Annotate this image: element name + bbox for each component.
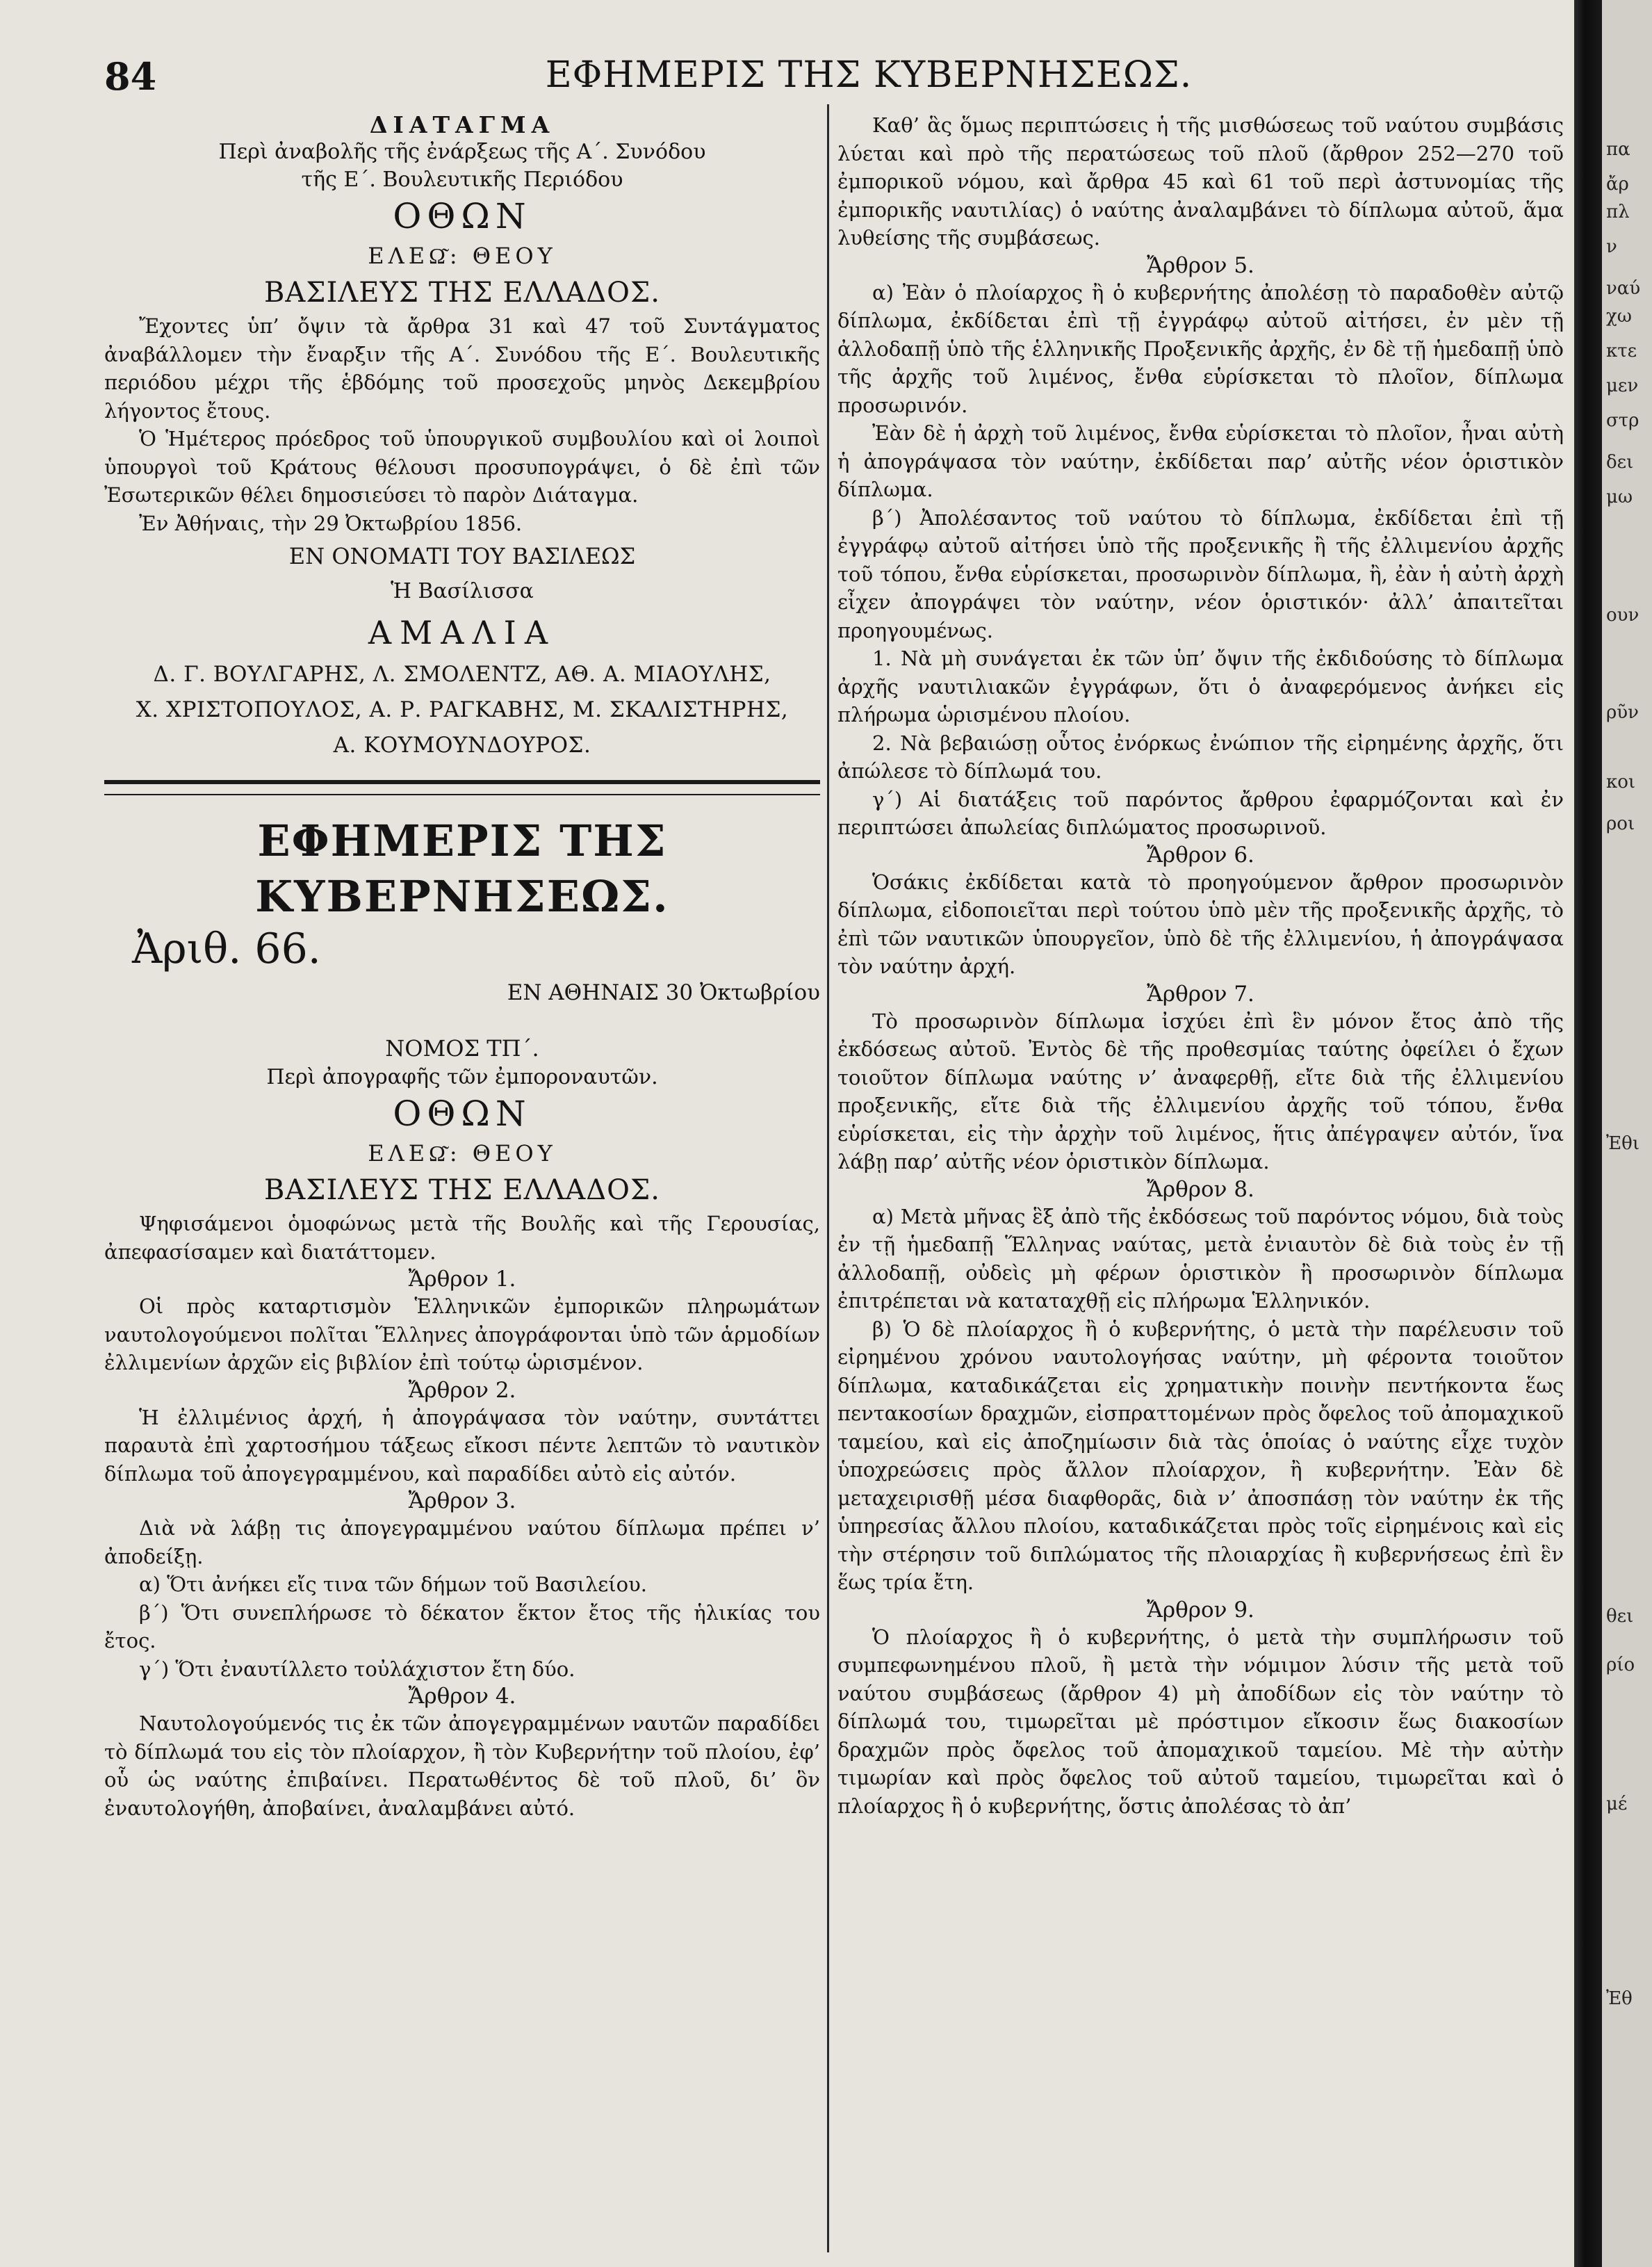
article-paragraph: α) Μετὰ μῆνας ἓξ ἀπὸ τῆς ἐκδόσεως τοῦ παρόντος νόμου, διὰ τοὺς ἐν τῇ ἡμεδαπῇ Ἕλληνας ναύτας, μετὰ ἐνιαυτὸν δὲ διὰ τοὺς ἐν τῇ ἀλλοδαπῇ, οὐδεὶς μὴ φέρων ὁριστικὸν ἢ προσωρινὸν δίπλωμα ἐπιτρέπεται νὰ καταταχθῇ εἰς πλήρωμα Ἑλληνικόν. (837, 1204, 1564, 1313)
article-title: Ἄρθρον 8. (1147, 1176, 1254, 1202)
article-title: Ἄρθρον 9. (1147, 1597, 1254, 1623)
adjacent-page-fragment: Ἐθι (1606, 1133, 1640, 1154)
queen-name: ΑΜΑΛΙΑ (368, 614, 557, 651)
adjacent-page-edge (1602, 0, 1652, 2267)
masthead-title: ΕΦΗΜΕΡΙΣ ΤΗΣ ΚΥΒΕΡΝΗΣΕΩΣ. (255, 815, 669, 922)
signatories-line-1: Δ. Γ. ΒΟΥΛΓΑΡΗΣ, Λ. ΣΜΟΛΕΝΤΖ, ΑΘ. Α. ΜΙΑΟΥΛΗΣ, (153, 662, 771, 687)
in-the-name-of-the-king: ΕΝ ΟΝΟΜΑΤΙ ΤΟΥ ΒΑΣΙΛΕΩΣ (288, 543, 636, 569)
article-paragraph: γ΄) Ὅτι ἐναυτίλλετο τοὐλάχιστον ἔτη δύο. (139, 1657, 575, 1681)
article-paragraph: α) Ἐὰν ὁ πλοίαρχος ἢ ὁ κυβερνήτης ἀπολέσῃ τὸ παραδοθὲν αὐτῷ δίπλωμα, ἐκδίδεται ἐπὶ τῇ ἐγγράφῳ αὐτοῦ αἰτήσει, ἐν μὲν τῇ ἀλλοδαπῇ ὑπὸ τῆς ἑλληνικῆς Προξενικῆς ἀρχῆς, ἐν δὲ τῇ ἡμεδαπῇ ὑπὸ τῆς ἀρχῆς τοῦ λιμένος, ἔνθα εὑρίσκεται τὸ πλοῖον, δίπλωμα προσωρινόν. (837, 280, 1564, 417)
article-title: Ἄρθρον 6. (1147, 842, 1254, 868)
king-title: ΒΑΣΙΛΕΥΣ ΤΗΣ ΕΛΛΑΔΟΣ. (264, 1174, 660, 1206)
article-paragraph: Ἐὰν δὲ ἡ ἀρχὴ τοῦ λιμένος, ἔνθα εὑρίσκεται τὸ πλοῖον, ἦναι αὐτὴ ἡ ἀπογράψασα τὸν ναύτην, ἐκδίδεται παρ’ αὐτῆς νέον ὁριστικὸν δίπλωμα. (837, 421, 1564, 501)
adjacent-page-fragment: μεν (1606, 375, 1639, 396)
article-paragraph: α) Ὅτι ἀνήκει εἴς τινα τῶν δήμων τοῦ Βασιλείου. (139, 1573, 647, 1596)
article-title: Ἄρθρον 7. (1147, 981, 1254, 1007)
law-heading: ΝΟΜΟΣ ΤΠ΄. (385, 1035, 539, 1062)
adjacent-page-fragment: κοι (1606, 772, 1636, 793)
article-paragraph: 1. Νὰ μὴ συνάγεται ἐκ τῶν ὑπ’ ὄψιν τῆς ἐκδιδούσης τὸ δίπλωμα ἀρχῆς ναυτιλιακῶν ἐγγράφων, ὅτι ὁ ἀναφερόμενος ἀνήκει εἰς πλήρωμα ὡρισμένου πλοίου. (837, 647, 1564, 726)
article-paragraph: β) Ὁ δὲ πλοίαρχος ἢ ὁ κυβερνήτης, ὁ μετὰ τὴν παρέλευσιν τοῦ εἰρημένου χρόνου ναυτολογήσας ναύτην, μὴ φέροντα τοιοῦτον δίπλωμα, καταδικάζεται εἰς χρηματικὴν ποινὴν πεντήκοντα ἕως πεντακοσίων δραχμῶν, εἰσπραττομένων πρὸς ὄφελος τοῦ ἀπομαχικοῦ ταμείου, καὶ εἰς ἀποζημίωσιν διὰ τὰς ὁποίας ὁ ναύτης εἶχε τυχὸν ὑποχρεώσεις πρὸς ἄλλον πλοίαρχον, ἢ κυβερνήτην. Ἐὰν δὲ μεταχειρισθῇ μέσα διαφθορᾶς, διὰ ν’ ἀποσπάσῃ τὸν ναύτην ἐκ τῆς ὑπηρεσίας ἄλλου πλοίου, καταδικάζεται πρὸς τοῖς εἰρημένοις καὶ εἰς τὴν στέρησιν τοῦ διπλώματος τῆς πλοιαρχίας ἢ κυβερνήσεως ἐπὶ ἓν ἕως τρία ἔτη. (837, 1317, 1564, 1594)
king-name: ΟΘΩΝ (393, 196, 532, 236)
article-title: Ἄρθρον 1. (408, 1267, 516, 1292)
decree-date: Ἐν Ἀθήναις, τὴν 29 Ὀκτωβρίου 1856. (139, 511, 523, 535)
page-number: 84 (104, 54, 157, 99)
adjacent-page-fragment: ρίο (1606, 1655, 1635, 1675)
queen-label: Ἡ Βασίλισσα (391, 579, 534, 603)
adjacent-page-fragment: Ἐθ (1606, 1988, 1633, 2009)
adjacent-page-fragment: πλ (1606, 202, 1630, 222)
grace-of-god-line: ΕΛΕΩ͂: ΘΕΟΥ (368, 1140, 557, 1167)
place-date: ΕΝ ΑΘΗΝΑΙΣ 30 Ὀκτωβρίου (507, 980, 820, 1005)
adjacent-page-fragment: δει (1606, 452, 1634, 473)
article-paragraph: Ναυτολογούμενός τις ἐκ τῶν ἀπογεγραμμένων ναυτῶν παραδίδει τὸ δίπλωμά του εἰς τὸν πλοίαρχον, ἢ τὸν Κυβερνήτην τοῦ πλοίου, ἐφ’ οὗ ὡς ναύτης ἐπιβαίνει. Περατωθέντος δὲ τοῦ πλοῦ, δι’ ὃν ἐναυτολογήθη, ἀποβαίνει, ἀναλαμβάνει αὐτό. (104, 1712, 820, 1820)
decree-subject-line-1: Περὶ ἀναβολῆς τῆς ἐνάρξεως τῆς Α΄. Συνόδου (218, 140, 706, 164)
article-paragraph: Ὁσάκις ἐκδίδεται κατὰ τὸ προηγούμενον ἄρθρον προσωρινὸν δίπλωμα, εἰδοποιεῖται περὶ τούτου ὑπὸ μὲν τῆς προξενικῆς ἀρχῆς, τὸ ἐπὶ τῶν ναυτικῶν ὑπουργεῖον, ὑπὸ δὲ τῆς ἐλλιμενίου, ἡ ἀπογράψασα τὸν ναύτην ἀρχή. (837, 870, 1564, 978)
law-intro: Ψηφισάμενοι ὁμοφώνως μετὰ τῆς Βουλῆς καὶ τῆς Γερουσίας, ἀπεφασίσαμεν καὶ διατάττομεν. (104, 1212, 820, 1264)
adjacent-page-fragment: ναύ (1606, 278, 1641, 299)
adjacent-page-fragment: ουν (1606, 605, 1639, 626)
article-paragraph: Ὁ πλοίαρχος ἢ ὁ κυβερνήτης, ὁ μετὰ τὴν συμπλήρωσιν τοῦ συμπεφωνημένου πλοῦ, ἢ μετὰ τὴν νόμιμον λύσιν τῆς μετὰ τοῦ ναύτου συμβάσεως (ἄρθρον 4) μὴ ἀποδίδων εἰς τὸν ναύτην τὸ δίπλωμά του, τιμωρεῖται μὲ πρόστιμον εἴκοσιν ἕως διακοσίων δραχμῶν πρὸς ὄφελος τοῦ ἀπομαχικοῦ ταμείου. Μὲ τὴν αὐτὴν τιμωρίαν καὶ πρὸς ὄφελος τοῦ αὐτοῦ ταμείου, τιμωρεῖται καὶ ὁ πλοίαρχος ἢ ὁ κυβερνήτης, ὅστις ἀπολέσας τὸ ἀπ’ (837, 1625, 1564, 1818)
article-paragraph: β΄) Ἀπολέσαντος τοῦ ναύτου τὸ δίπλωμα, ἐκδίδεται ἐπὶ τῇ ἐγγράφῳ αὐτοῦ αἰτήσει ὑπὸ τῆς προξενικῆς ἢ τῆς ἐλλιμενίου ἀρχῆς τοῦ τόπου, ἔνθα εὑρίσκεται, προσωρινὸν δίπλωμα, ἢ, ἐὰν ἡ αὐτὴ ἀρχὴ εἶχεν ἀπογράψει τὸν ναύτην, νέον ὁριστικόν· ἀλλ’ ἀπαιτεῖται προηγουμένως. (837, 505, 1564, 642)
column-divider (827, 104, 829, 2252)
article-paragraph: β΄) Ὅτι συνεπλήρωσε τὸ δέκατον ἕκτον ἔτος τῆς ἡλικίας του ἔτος. (104, 1600, 820, 1652)
grace-of-god-line: ΕΛΕΩ͂: ΘΕΟΥ (368, 243, 557, 269)
adjacent-page-fragment: στρ (1606, 410, 1639, 431)
article-paragraph: Ἡ ἐλλιμένιος ἀρχή, ἡ ἀπογράψασα τὸν ναύτην, συντάττει παραυτὰ ἐπὶ χαρτοσήμου τάξεως εἴκοσι πέντε λεπτῶν τὸ ναυτικὸν δίπλωμα τοῦ ἀπογεγραμμένου, καὶ παραδίδει αὐτὸ εἰς αὐτόν. (104, 1405, 820, 1486)
adjacent-page-fragment: κτε (1606, 341, 1637, 361)
book-binding (1574, 0, 1602, 2267)
king-title: ΒΑΣΙΛΕΥΣ ΤΗΣ ΕΛΛΑΔΟΣ. (264, 277, 660, 309)
article-paragraph: 2. Νὰ βεβαιώσῃ οὗτος ἐνόρκως ἐνώπιον τῆς εἰρημένης ἀρχῆς, ὅτι ἀπώλεσε τὸ δίπλωμά του. (837, 731, 1564, 783)
article-title: Ἄρθρον 5. (1147, 252, 1254, 278)
law-subject: Περὶ ἀπογραφῆς τῶν ἐμποροναυτῶν. (266, 1065, 658, 1089)
article-paragraph: Διὰ νὰ λάβῃ τις ἀπογεγραμμένου ναύτου δίπλωμα πρέπει ν’ ἀποδείξῃ. (104, 1516, 820, 1568)
king-name: ΟΘΩΝ (393, 1094, 532, 1134)
article-title: Ἄρθρον 3. (408, 1488, 516, 1513)
signatories-line-3: Α. ΚΟΥΜΟΥΝΔΟΥΡΟΣ. (333, 733, 591, 758)
adjacent-page-fragment: ρῦν (1606, 702, 1639, 723)
signatories-line-2: Χ. ΧΡΙΣΤΟΠΟΥΛΟΣ, Α. Ρ. ΡΑΓΚΑΒΗΣ, Μ. ΣΚΑΛΙΣΤΗΡΗΣ, (136, 697, 789, 722)
adjacent-page-fragment: ροι (1606, 813, 1635, 834)
adjacent-page-fragment: θει (1606, 1606, 1634, 1627)
section-separator (104, 780, 820, 795)
adjacent-page-fragment: ν (1606, 236, 1617, 257)
decree-subject-line-2: τῆς Ε΄. Βουλευτικῆς Περιόδου (301, 168, 623, 192)
adjacent-page-fragment: μέ (1606, 1794, 1628, 1814)
right-column (837, 111, 1564, 1820)
decree-heading: ΔΙΑΤΑΓΜΑ (369, 111, 555, 138)
decree-paragraph: Ὁ Ἡμέτερος πρόεδρος τοῦ ὑπουργικοῦ συμβουλίου καὶ οἱ λοιποὶ ὑπουργοὶ τοῦ Κράτους θέλουσι προσυπογράψει, ὁ δὲ ἐπὶ τῶν Ἐσωτερικῶν θέλει δημοσιεύσει τὸ παρὸν Διάταγμα. (104, 427, 820, 507)
adjacent-page-fragment: χω (1606, 306, 1632, 327)
running-title: ΕΦΗΜΕΡΙΣ ΤΗΣ ΚΥΒΕΡΝΗΣΕΩΣ. (545, 54, 1193, 96)
article-paragraph: Οἱ πρὸς καταρτισμὸν Ἑλληνικῶν ἐμπορικῶν πληρωμάτων ναυτολογούμενοι πολῖται Ἕλληνες ἀπογράφονται ὑπὸ τῶν ἁρμοδίων ἐλλιμενίων ἀρχῶν εἰς βιβλίον ἐπὶ τούτῳ ὡρισμένον. (104, 1294, 820, 1374)
issue-line (104, 925, 820, 979)
adjacent-page-fragment: ἄρ (1606, 174, 1629, 195)
article-paragraph: Τὸ προσωρινὸν δίπλωμα ἰσχύει ἐπὶ ἓν μόνον ἔτος ἀπὸ τῆς ἐκδόσεως αὐτοῦ. Ἐντὸς δὲ τῆς προθεσμίας ταύτης ὀφείλει ὁ ἔχων τοιοῦτον δίπλωμα ναύτης ν’ ἀναφερθῇ, εἴτε διὰ τῆς ἐλλιμενίου προξενικῆς, εἴτε διὰ τῆς ἐλλιμενίου ἀρχῆς τοῦ τόπου, ἔνθα εὑρίσκεται, εἰς τὴν ἀρχὴν τοῦ λιμένος, ἥτις ἀπέγραψεν αὐτόν, ἵνα λάβῃ παρ’ αὐτῆς νέον ὁριστικὸν δίπλωμα. (837, 1009, 1564, 1173)
article-paragraph: γ΄) Αἱ διατάξεις τοῦ παρόντος ἄρθρου ἐφαρμόζονται καὶ ἐν περιπτώσει ἀπωλείας διπλώματος προσωρινοῦ. (837, 787, 1564, 839)
decree-paragraph: Ἔχοντες ὑπ’ ὄψιν τὰ ἄρθρα 31 καὶ 47 τοῦ Συντάγματος ἀναβάλλομεν τὴν ἔναρξιν τῆς Α΄. Συνόδου τῆς Ε΄. Βουλευτικῆς περιόδου μέχρι τῆς ἑβδόμης τοῦ προσεχοῦς μηνὸς Δεκεμβρίου λήγοντος ἔτους. (104, 314, 820, 423)
adjacent-page-fragment: μω (1606, 487, 1633, 507)
adjacent-page-fragment: πα (1606, 139, 1630, 160)
article-title: Ἄρθρον 2. (408, 1377, 516, 1403)
issue-number: Ἀριθ. 66. (132, 925, 321, 973)
continuation-paragraph: Καθ’ ἃς ὅμως περιπτώσεις ἡ τῆς μισθώσεως τοῦ ναύτου συμβάσις λύεται καὶ πρὸ τῆς περατώσεως τοῦ πλοῦ (ἄρθρον 252—270 τοῦ ἐμπορικοῦ νόμου, καὶ ἄρθρα 45 καὶ 61 τοῦ περὶ ἀστυνομίας τῆς ἐμπορικῆς ναυτιλίας) ὁ ναύτης ἀναλαμβάνει τὸ δίπλωμα αὐτοῦ, ἅμα λυθείσης τῆς συμβάσεως. (837, 113, 1564, 250)
article-title: Ἄρθρον 4. (408, 1684, 516, 1709)
left-column (104, 111, 820, 1822)
